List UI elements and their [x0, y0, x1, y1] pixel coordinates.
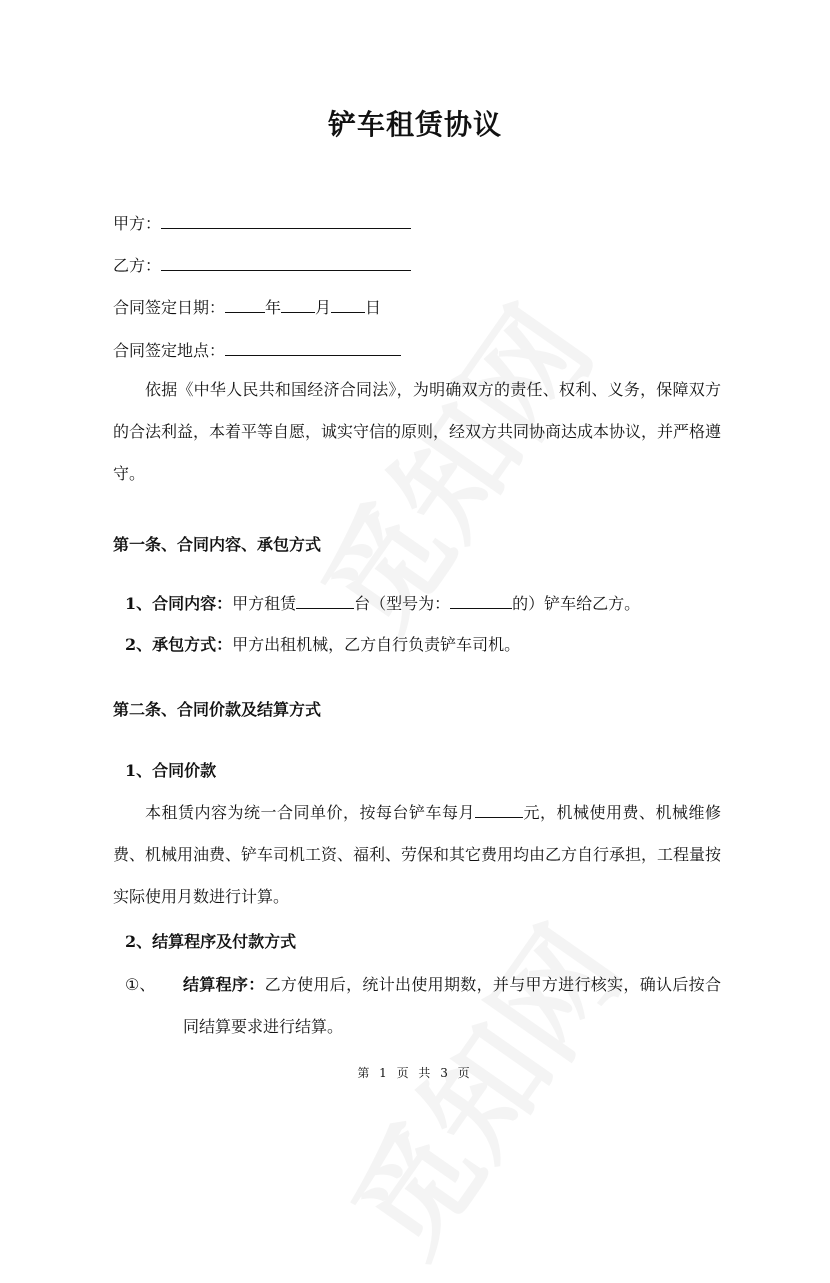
party-a-blank [161, 213, 411, 229]
price-text: 本租赁内容为统一合同单价，按每台铲车每月 [145, 803, 475, 822]
year-label: 年 [265, 298, 282, 317]
month-label: 月 [315, 298, 332, 317]
sign-place-blank [225, 340, 401, 356]
step-1-number: ①、 [125, 975, 156, 994]
month-blank [281, 297, 315, 313]
price-paragraph [113, 792, 721, 918]
article-1-heading: 第一条、合同内容、承包方式 [113, 535, 322, 554]
party-a-field [113, 213, 411, 234]
item-1-text: 甲方租赁 [232, 594, 297, 613]
item-2-text: 甲方出租机械，乙方自行负责铲车司机。 [232, 635, 521, 654]
party-b-label: 乙方： [113, 256, 162, 275]
step-1-paragraph [183, 964, 721, 1048]
item-1-text: 的）铲车给乙方。 [512, 594, 641, 613]
settlement-subheading: 2、结算程序及付款方式 [125, 932, 297, 951]
sign-place-label: 合同签定地点： [113, 341, 226, 360]
item-1-text: 台（型号为： [354, 594, 451, 613]
step-1-label: 结算程序： [183, 975, 265, 994]
year-blank [225, 297, 265, 313]
article-1-item-2 [125, 635, 520, 655]
item-1-label: 1、合同内容： [125, 594, 233, 613]
document-title: 铲车租赁协议 [327, 108, 502, 141]
price-text: 元，机械使用费、机械维修费、机械用油费、铲车司机工资、福利、劳保和其它费用均由乙方自行承担，工程量按实际使用月数进行计算。 [113, 803, 722, 906]
day-label: 日 [365, 298, 382, 317]
contract-price-subheading: 1、合同价款 [125, 761, 217, 780]
quantity-blank [296, 593, 354, 609]
preamble-paragraph: 依据《中华人民共和国经济合同法》，为明确双方的责任、权利、义务，保障双方的合法利益，本着平等自愿，诚实守信的原则，经双方共同协商达成本协议，并严格遵守。 [113, 380, 722, 483]
price-blank [475, 802, 523, 818]
party-a-label: 甲方： [113, 214, 162, 233]
step-1-text: 乙方使用后，统计出使用期数，并与甲方进行核实，确认后按合同结算要求进行结算。 [183, 975, 721, 1036]
sign-date-label: 合同签定日期： [113, 298, 226, 317]
watermark [306, 889, 653, 1283]
model-blank [450, 593, 512, 609]
party-b-blank [161, 255, 411, 271]
party-b-field [113, 255, 411, 276]
sign-place-field [113, 340, 401, 361]
day-blank [331, 297, 365, 313]
article-2-heading: 第二条、合同价款及结算方式 [113, 700, 322, 719]
article-1-item-1 [125, 593, 640, 614]
page-footer: 第 1 页 共 3 页 [357, 1066, 473, 1080]
item-2-label: 2、承包方式： [125, 635, 233, 654]
sign-date-field [113, 297, 381, 318]
